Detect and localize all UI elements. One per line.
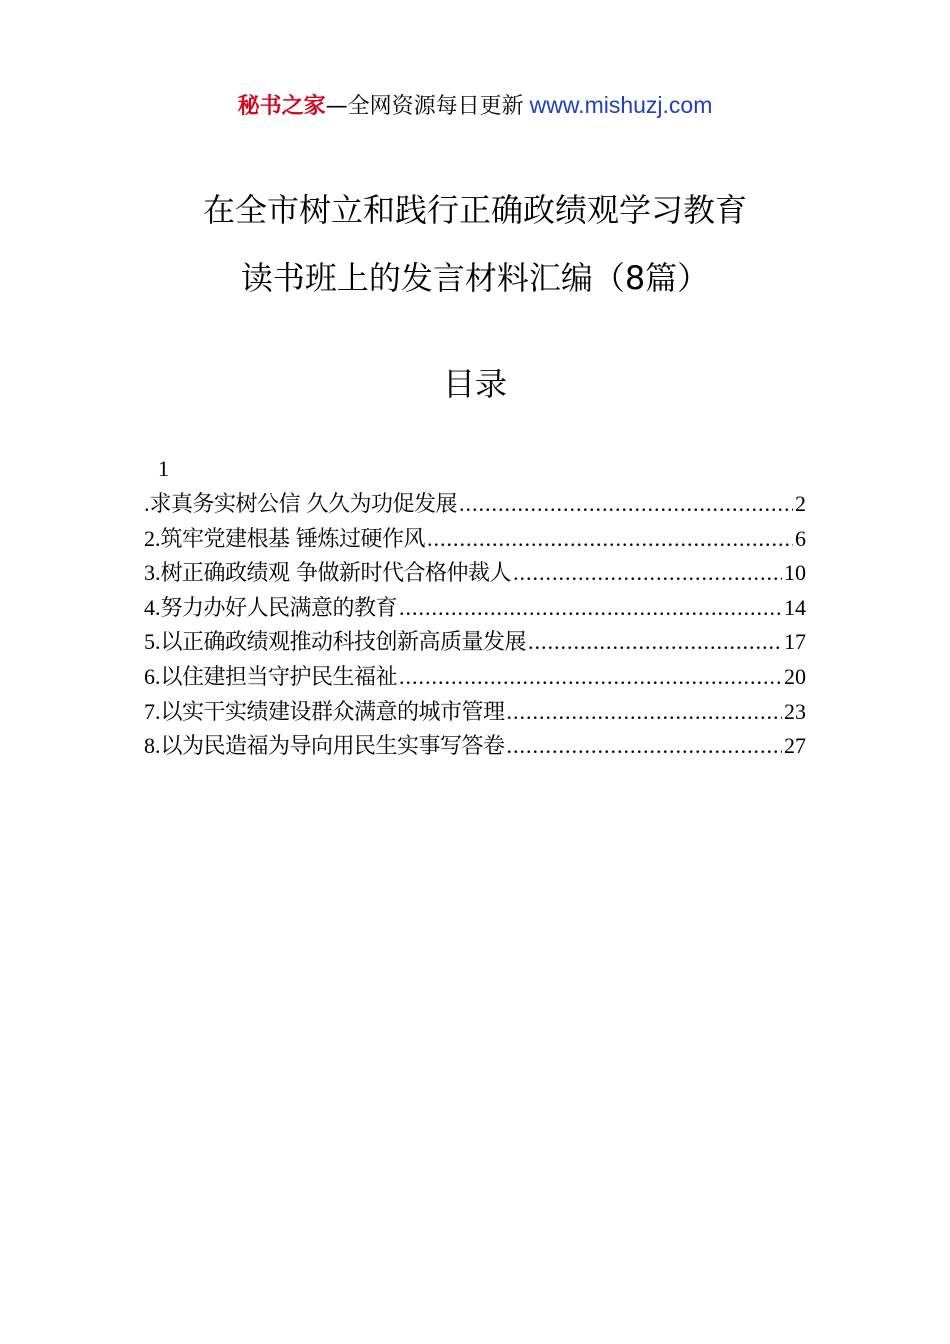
toc-entry-number: 7. — [144, 698, 161, 724]
toc-entry-title: 以住建担当守护民生福祉 — [160, 664, 398, 690]
toc-entry-title: 努力办好人民满意的教育 — [160, 595, 398, 621]
toc-lead-number: 1 — [158, 456, 169, 481]
toc-entry-2[interactable] — [144, 522, 806, 557]
dot-leader — [459, 487, 793, 522]
site-url-link[interactable]: www.mishuzj.com — [529, 92, 713, 118]
dot-leader — [513, 556, 782, 591]
toc-entry-title: 筑牢党建根基 锤炼过硬作风 — [160, 526, 425, 552]
toc-entry-number: 6. — [144, 663, 161, 689]
table-of-contents — [144, 487, 806, 764]
toc-entry-number: 2. — [144, 525, 161, 551]
header-slogan: —全网资源每日更新 — [325, 94, 524, 119]
dot-leader — [399, 660, 782, 695]
toc-entry-page: 17 — [784, 629, 806, 655]
toc-entry-4[interactable] — [144, 591, 806, 626]
toc-entry-page: 2 — [795, 491, 806, 516]
toc-entry-title: 以实干实绩建设群众满意的城市管理 — [160, 699, 505, 725]
toc-entry-1[interactable] — [144, 487, 806, 522]
toc-entry-page: 6 — [795, 525, 806, 551]
toc-entry-number: 5. — [144, 629, 161, 655]
toc-entry-8[interactable] — [144, 729, 806, 764]
dot-leader — [399, 591, 782, 626]
toc-entry-number: 3. — [144, 560, 161, 586]
toc-heading: 目录 — [442, 365, 507, 403]
toc-entry-page: 14 — [784, 594, 806, 620]
toc-entry-number: 8. — [144, 733, 161, 759]
toc-entry-title: 树正确政绩观 争做新时代合格仲裁人 — [160, 561, 511, 587]
brand-name: 秘书之家 — [237, 94, 326, 119]
toc-entry-number: . — [144, 491, 150, 516]
dot-leader — [507, 729, 782, 764]
toc-entry-page: 20 — [784, 663, 806, 689]
toc-entry-3[interactable] — [144, 556, 806, 591]
toc-entry-page: 10 — [784, 560, 806, 586]
dot-leader — [507, 695, 782, 730]
toc-entry-page: 27 — [784, 733, 806, 759]
toc-entry-5[interactable] — [144, 625, 806, 660]
toc-entry-title: 求真务实树公信 久久为功促发展 — [149, 492, 457, 517]
toc-entry-title: 以正确政绩观推动科技创新高质量发展 — [160, 630, 527, 656]
toc-entry-page: 23 — [784, 698, 806, 724]
toc-entry-7[interactable] — [144, 695, 806, 730]
toc-entry-number: 4. — [144, 594, 161, 620]
dot-leader — [528, 625, 782, 660]
toc-entry-6[interactable] — [144, 660, 806, 695]
toc-entry-title: 以为民造福为导向用民生实事写答卷 — [160, 734, 505, 760]
site-header — [0, 88, 950, 124]
document-title-line-2: 读书班上的发言材料汇编（8篇） — [240, 259, 710, 297]
document-title-line-1: 在全市树立和践行正确政绩观学习教育 — [202, 191, 747, 229]
dot-leader — [427, 522, 793, 557]
